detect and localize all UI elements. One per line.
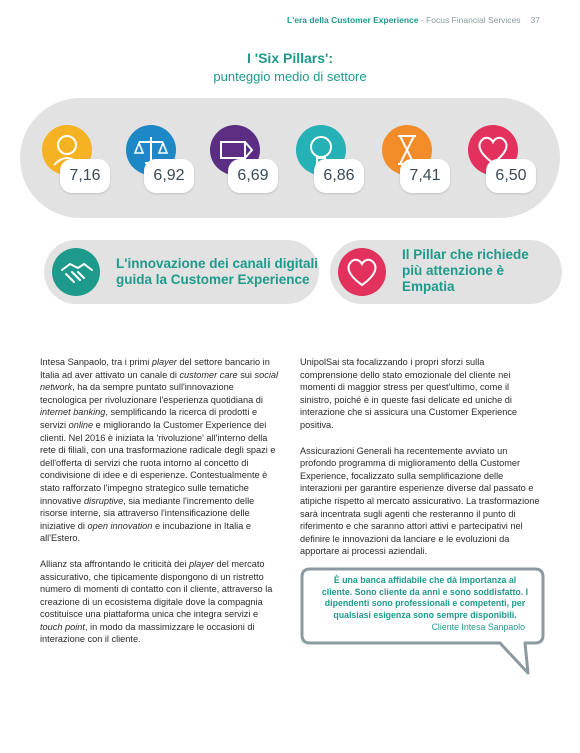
header-brand: L'era della Customer Experience: [287, 15, 419, 25]
handshake-icon: [52, 248, 100, 296]
paragraph-intesa: Intesa Sanpaolo, tra i primi player del settore bancario in Italia ad aver attivato un canale di customer care sui social network, ha da sempre puntato sull'innovazione tecnologica per rivoluzionare l'esperienza quotidiana di internet banking, semplificando la ricerca di prodotti e servizi online e migliorando la Customer Experience dei clienti. Nel 2016 è iniziata la 'rivoluzione' all'interno della rete di filiali, con una trasformazione radicale degli spazi e dell'offerta di servizi che ruota intorno al concetto di condivisione di idee e di esperienze. Contestualmente è stato rafforzato l'impegno strategico sulle tematiche innovative disruptive, sia mediante l'incremento delle risorse interne, sia attraverso l'intensificazione delle iniziative di open innovation e incubazione in Italia e all'Estero.: [40, 357, 279, 544]
callout-empathy: [330, 240, 562, 304]
pillar-empathy: [468, 125, 540, 197]
pillar-score: 6,50: [486, 159, 536, 193]
quote-text: È una banca affidabile che dà importanza al cliente. Sono cliente da anni e sono soddisfatto. I dipendenti sono professionali e competenti, per qualsiasi esigenza sono sempre disponibili.: [321, 575, 529, 620]
callout-right-line1: Il Pillar che richiede: [402, 247, 529, 262]
callout-digital-innovation: [44, 240, 319, 304]
page-number: 37: [530, 15, 540, 25]
pillar-score: 7,16: [60, 159, 110, 193]
callout-right-line3: Empatia: [402, 279, 455, 294]
left-column: [40, 356, 280, 659]
right-column: [300, 356, 540, 571]
page-subtitle: punteggio medio di settore: [213, 69, 367, 84]
pillar-resolution: [296, 125, 368, 197]
pillar-time-and-effort: [382, 125, 454, 197]
paragraph-unipolsai: UnipolSai sta focalizzando i propri sforzi sulla comprensione dello stato emozionale del cliente nei momenti di maggior stress per quest'ultimo, come il sinistro, poiché è in queste fasi delicate ed uniche di interazione che si assicura una Customer Experience positiva.: [300, 357, 518, 430]
callout-right-line2: più attenzione è: [402, 263, 505, 278]
pillar-personalisation: [42, 125, 114, 197]
callout-right-text: [402, 247, 529, 295]
customer-quote: [300, 567, 545, 707]
paragraph-allianz: Allianz sta affrontando le criticità dei player del mercato assicurativo, che tipicamente dispongono di un ristretto numero di momenti di contatto con il cliente, attraverso la creazione di un ecosistema digitale dove la compagnia costituisce una piattaforma unica che integra servizi e touch point, in modo da massimizzare le occasioni di interazione con il cliente.: [40, 558, 273, 645]
page-title: I 'Six Pillars':: [246, 50, 334, 66]
callout-left-line1: L'innovazione dei canali digitali: [116, 256, 318, 271]
pillar-integrity: [126, 125, 198, 197]
pillars-band: [20, 98, 560, 218]
pillar-expectations: [210, 125, 282, 197]
quote-attribution: Cliente Intesa Sanpaolo: [431, 622, 525, 632]
header-subtitle: Focus Financial Services: [426, 15, 521, 25]
page-header: [287, 15, 540, 25]
pillar-score: 6,69: [228, 159, 278, 193]
empathy-icon: [338, 248, 386, 296]
callout-left-line2: guida la Customer Experience: [116, 272, 310, 287]
pillar-score: 7,41: [400, 159, 450, 193]
pillar-score: 6,92: [144, 159, 194, 193]
paragraph-generali: Assicurazioni Generali ha recentemente avviato un profondo programma di miglioramento della Customer Experience, focalizzato sulla semplificazione delle interazioni per garantire esperienze diverse dal passato e atipiche rispetto al mercato assicurativo. La trasformazione sarà incentrata sugli agenti che resteranno il punto di riferimento e che saranno attori attivi e partecipativi nel definire le innovazioni da lanciare e le evoluzioni da apportare ai processi aziendali.: [300, 445, 540, 557]
header-separator: -: [418, 15, 427, 25]
callout-left-text: [116, 256, 318, 288]
pillar-score: 6,86: [314, 159, 364, 193]
